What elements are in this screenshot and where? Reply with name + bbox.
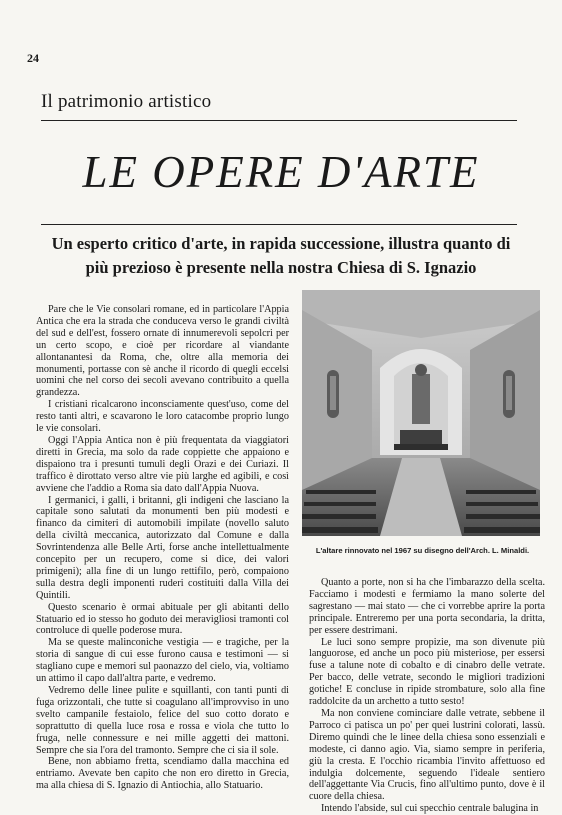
- paragraph: Le luci sono sempre propizie, ma son divenute più languorose, ed anche un poco più misteriose, per essersi fuse a talune note di cobalto e di cinabro delle vetrate. Per bacco, delle vetrate, secondo le migliori tradizioni gotiche! E concluse in ripide strombature, solo alla fine raddolcite da un archetto a tutto sesto!: [309, 636, 545, 708]
- paragraph: Quanto a porte, non si ha che l'imbarazzo della scelta. Facciamo i modesti e fermiamo la mano solerte del sagrestano — mai stato — che ci vorrebbe aprire la porta principale. Entreremo per una porta secondaria, la dritta, per essere destrimani.: [309, 577, 545, 636]
- church-interior-photo: [302, 290, 540, 536]
- paragraph: Ma se queste malinconiche vestigia — e tragiche, per la storia di sangue di cui esse furono causa e testimoni — si stagliano cupe e memori sul paonazzo del cielo, via, voltiamo un attimo il capo dall'altra parte, e vedremo.: [36, 637, 289, 685]
- paragraph: I cristiani ricalcarono inconsciamente quest'uso, come del resto tanti altri, e scavarono le loro catacombe proprio lungo le vie consolari.: [36, 399, 289, 435]
- bottom-rule: [41, 224, 517, 225]
- photo-caption: L'altare rinnovato nel 1967 su disegno dell'Arch. L. Minaldi.: [315, 546, 530, 555]
- article-title: LE OPERE D'ARTE: [82, 147, 480, 197]
- right-column: [309, 577, 545, 815]
- paragraph: Questo scenario è ormai abituale per gli abitanti dello Statuario ed io stesso ho goduto dei meravigliosi tramonti col controluce di quelle poderose mura.: [36, 601, 289, 637]
- section-title: Il patrimonio artistico: [41, 91, 212, 112]
- paragraph: Ma non conviene cominciare dalle vetrate, sebbene il Parroco ci patisca un po' per quei lustrini colorati, lassù. Diremo quindi che le linee della chiesa sono essenziali e modeste, ci danno agio. Via, siamo sempre in periferia, giù la cresta. E l'occhio ricambia l'invito affettuoso ed indulgia dolcemente, seguendo l'ideale sentiero dell'aggettante Via Crucis, fino all'ultimo punto, dove è il cuore della chiesa.: [309, 707, 545, 803]
- paragraph: Vedremo delle linee pulite e squillanti, con tanti punti di fuga orizzontali, che tutte si coagulano all'improvviso in uno svelto campanile festaiolo, felice del suo cotto dorato e soprattutto di quella luce rosa e rossa e viola che tutto lo fruga, nelle connessure e nei mille aggetti dei mattoni. Sempre che sia l'ora del tramonto. Sempre che ci sia il sole.: [36, 685, 289, 756]
- paragraph: Pare che le Vie consolari romane, ed in particolare l'Appia Antica che era la strada che conduceva verso le grandi civiltà del sud e dell'est, fossero ornate di innumerevoli sepolcri per un certo scopo, e cioè per ricordare al viandante allontanantesi da Roma, che, oltre alla memoria dei monumenti, portasse con sè anche il ricordo di quegli eccelsi uomini che nel corso dei secoli avevano contribuito a quella grandezza.: [36, 304, 289, 399]
- left-column: [36, 304, 289, 792]
- page-number: 24: [27, 51, 39, 65]
- paragraph: Intendo l'abside, sul cui specchio centrale balugina in: [321, 803, 539, 815]
- top-rule: [41, 120, 517, 121]
- article-subtitle: Un esperto critico d'arte, in rapida successione, illustra quanto di più prezioso è presente nella nostra Chiesa di S. Ignazio: [51, 234, 511, 277]
- paragraph: Bene, non abbiamo fretta, scendiamo dalla macchina ed entriamo. Avevate ben capito che non ero diretto in Grecia, ma alla chiesa di S. Ignazio di Antiochia, allo Statuario.: [36, 756, 289, 792]
- paragraph: I germanici, i galli, i britanni, gli indigeni che lasciano la capitale sono salutati da monumenti ben più modesti e financo da cimiteri di automobili impilate (novello saluto della civiltà meccanica, autorizzato dal Comune e dalla Sovrintendenza alle Belle Arti, forse anche intellettualmente concepito per un recupero, come si dice, dei valori primigeni); alla fine di un lungo rettifilo, però, compaiono sulla destra degli imponenti ruderi costituiti dalla Villa dei Quintili.: [36, 494, 289, 601]
- paragraph: Oggi l'Appia Antica non è più frequentata da viaggiatori diretti in Grecia, ma solo da rade coppiette che appaiono e dispaiono tra i presunti tumuli degli Orazi e dei Curiazi. Il traffico è dirottato verso altre vie più larghe ed agibili, e così avviene che l'addio a Roma sia dato dall'Appia Nuova.: [36, 434, 289, 494]
